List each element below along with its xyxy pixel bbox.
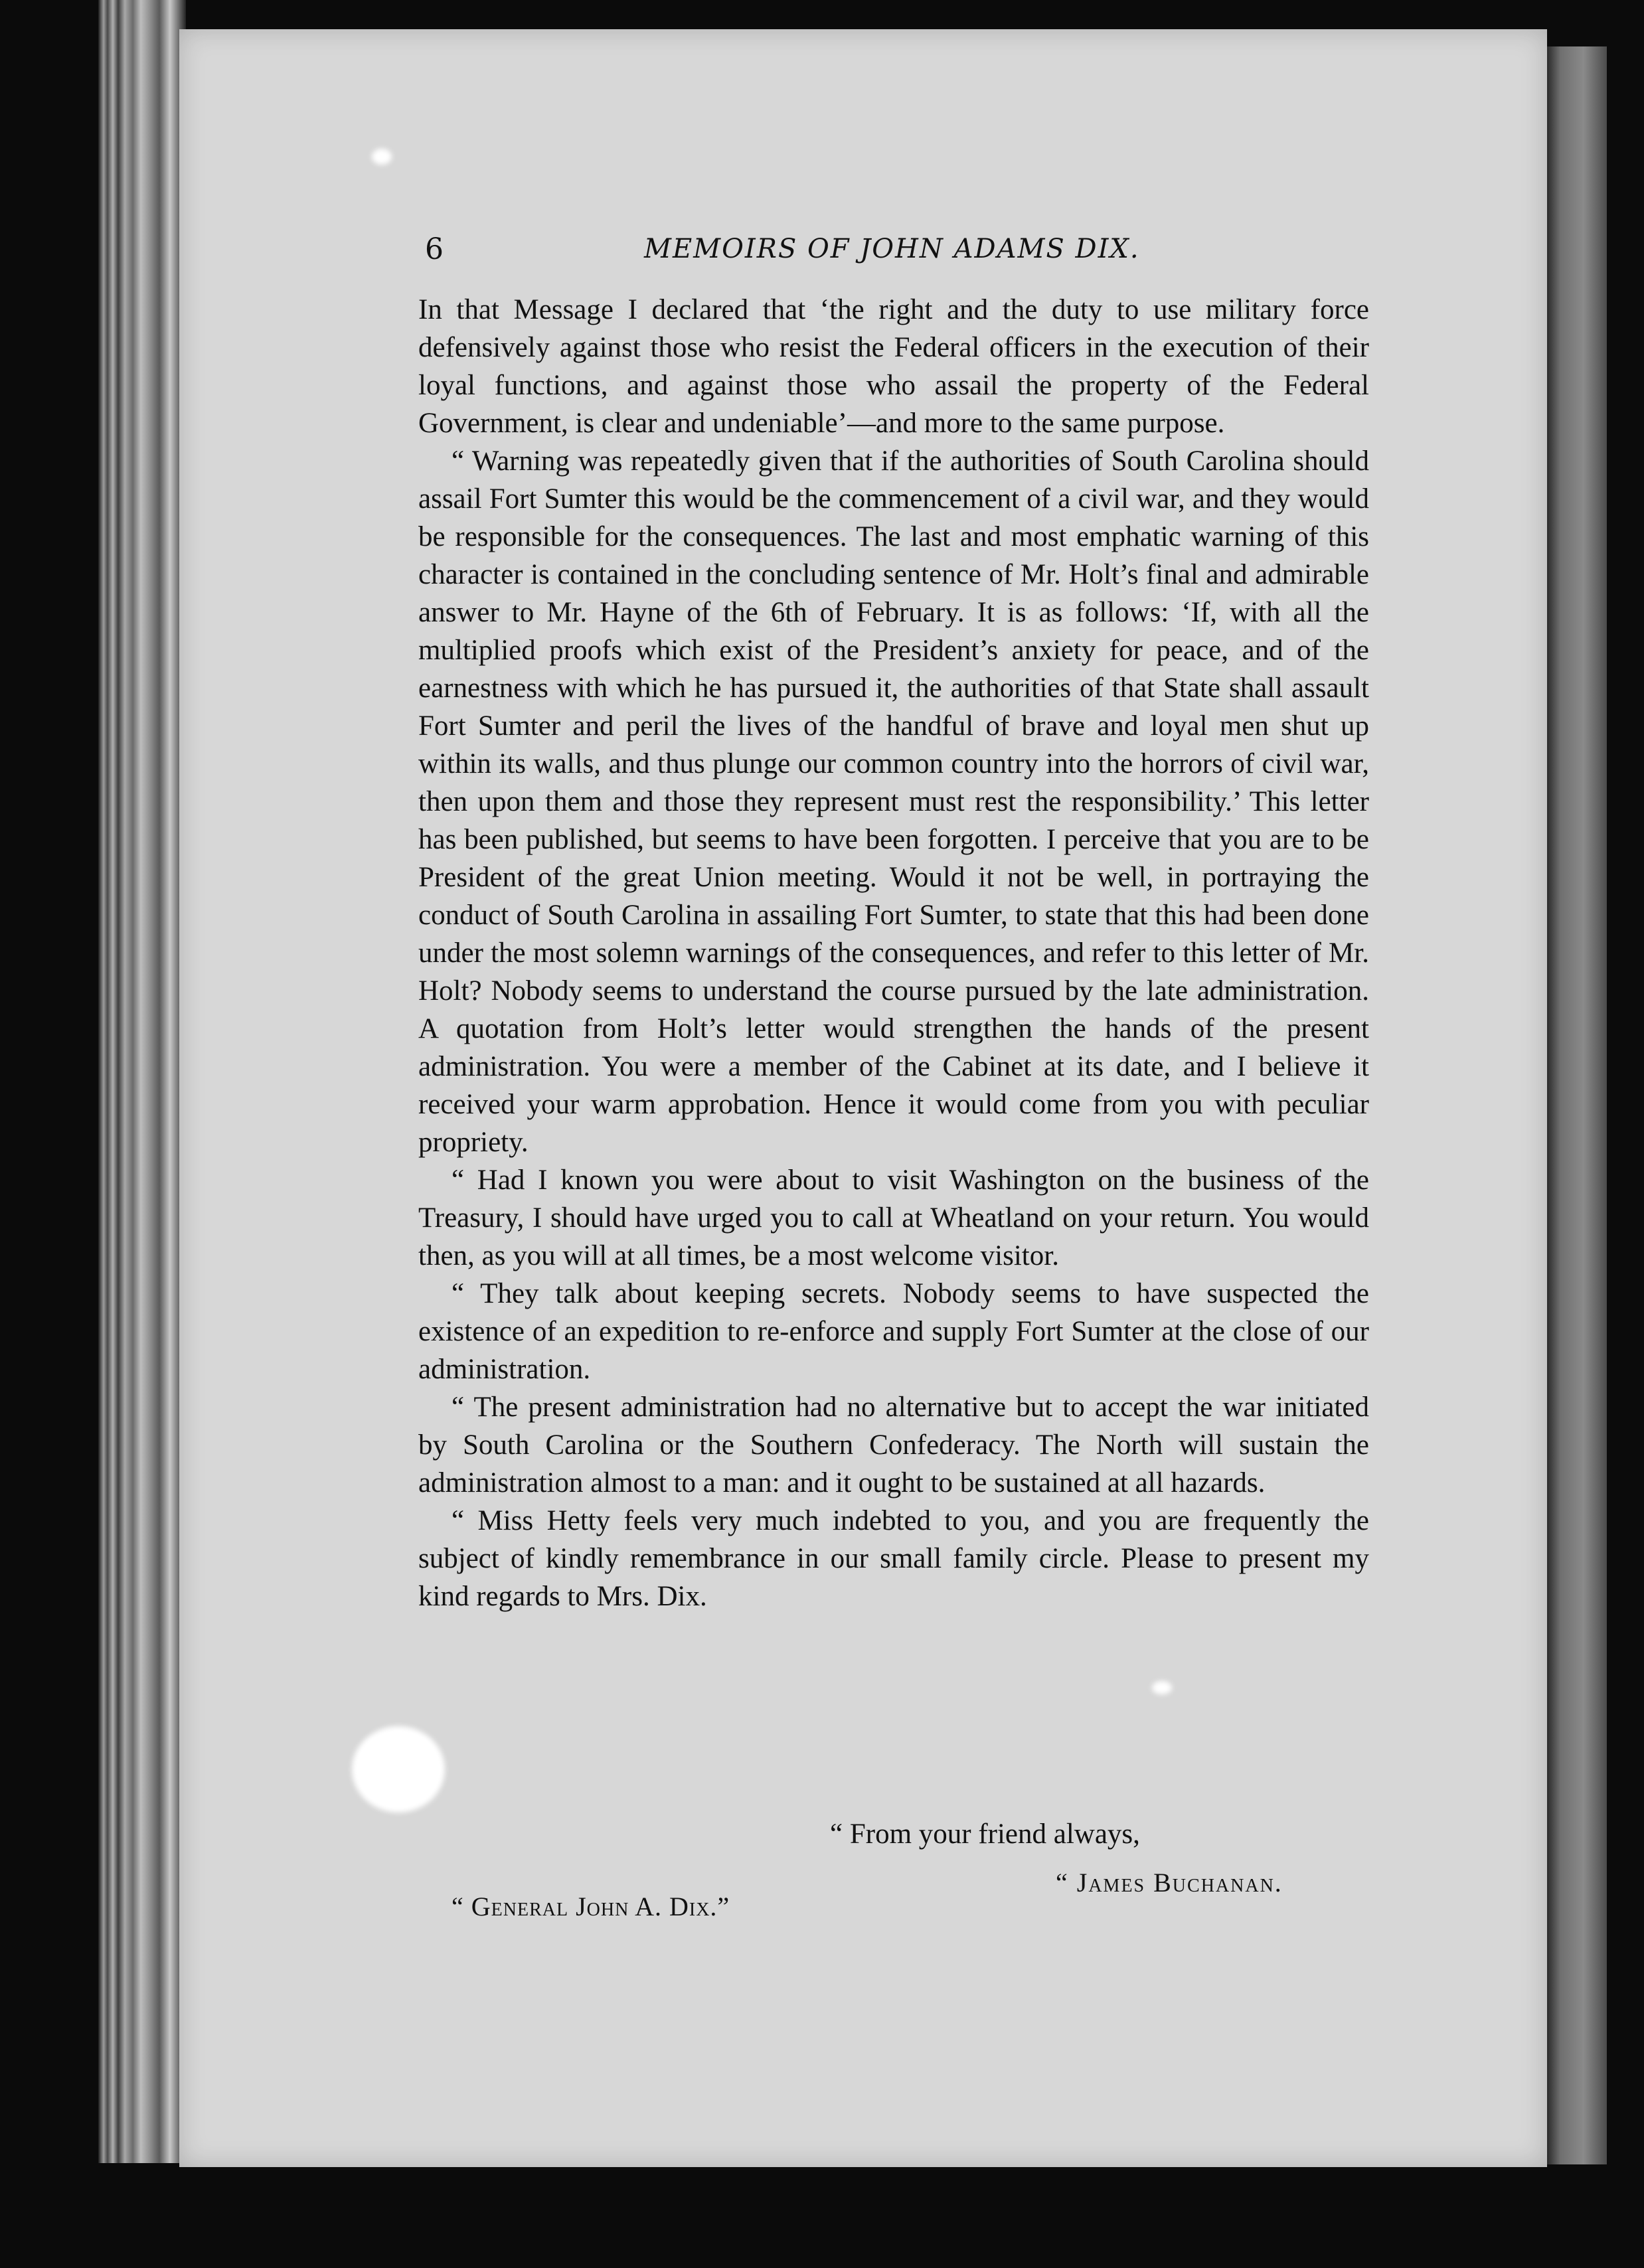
paragraph: “ Had I known you were about to visit Washington on the business of the Treasury, I should have urged you to call at Wheatland on your return. You would then, as you will at all times, be a most welcome visitor. [418,1165,1369,1271]
running-title: MEMOIRS OF JOHN ADAMS DIX. [644,234,1140,264]
body-text [418,291,1369,1615]
paragraph: “ Miss Hetty feels very much indebted to you, and you are frequently the subject of kindly remembrance in our small family circle. Please to present my kind regards to Mrs. Dix. [418,1505,1369,1612]
paragraph: “ Warning was repeatedly given that if the authorities of South Carolina should assail Fort Sumter this would be the commencement of a civil war, and they would be responsible for the consequences. The last and most emphatic warning of this character is contained in the concluding sentence of Mr. Holt’s final and admirable answer to Mr. Hayne of the 6th of February. It is as follows: ‘If, with all the multiplied proofs which exist of the President’s anxiety for peace, and of the earnestness with which he has pursued it, the authorities of that State shall assault Fort Sumter and peril the lives of the handful of brave and loyal men shut up within its walls, and thus plunge our common country into the horrors of civil war, then upon them and those they represent must rest the responsibility.’ This letter has been published, but seems to have been forgotten. I perceive that you are to be President of the great Union meeting. Would it not be well, in portraying the conduct of South Carolina in assailing Fort Sumter, to state that this had been done under the most solemn warnings of the consequences, and refer to this letter of Mr. Holt? Nobody seems to understand the course pursued by the late administration. A quotation from Holt’s letter would strengthen the hands of the present administration. You were a member of the Cabinet at its date, and I believe it received your warm approbation. Hence it would come from you with peculiar propriety. [418,446,1369,1158]
paragraph: In that Message I declared that ‘the right and the duty to use military force defensively against those who resist the Federal officers in the execution of their loyal functions, and against those who assail the property of the Federal Government, is clear and undeniable’—and more to the same purpose. [418,294,1369,439]
letter-addressee: “ General John A. Dix.” [452,1892,730,1921]
paper-blemish [352,1726,445,1813]
paper-blemish [1152,1681,1172,1694]
paragraph: “ The present administration had no alternative but to accept the war initiated by South Carolina or the Southern Confederacy. The North will sustain the administration almost to a man: and it ought to be sustained at all hazards. [418,1392,1369,1498]
paper-blemish [372,149,392,165]
page-number: 6 [425,232,444,266]
running-head [425,232,1381,272]
letter-closing: “ From your friend always, [830,1819,1140,1850]
book-binding-shadow [1547,46,1607,2164]
book-page-edges [98,0,186,2163]
paragraph: “ They talk about keeping secrets. Nobody seems to have suspected the existence of an expedition to re-enforce and supply Fort Sumter at the close of our administration. [418,1278,1369,1385]
letter-signature: “ James Buchanan. [1056,1868,1283,1898]
